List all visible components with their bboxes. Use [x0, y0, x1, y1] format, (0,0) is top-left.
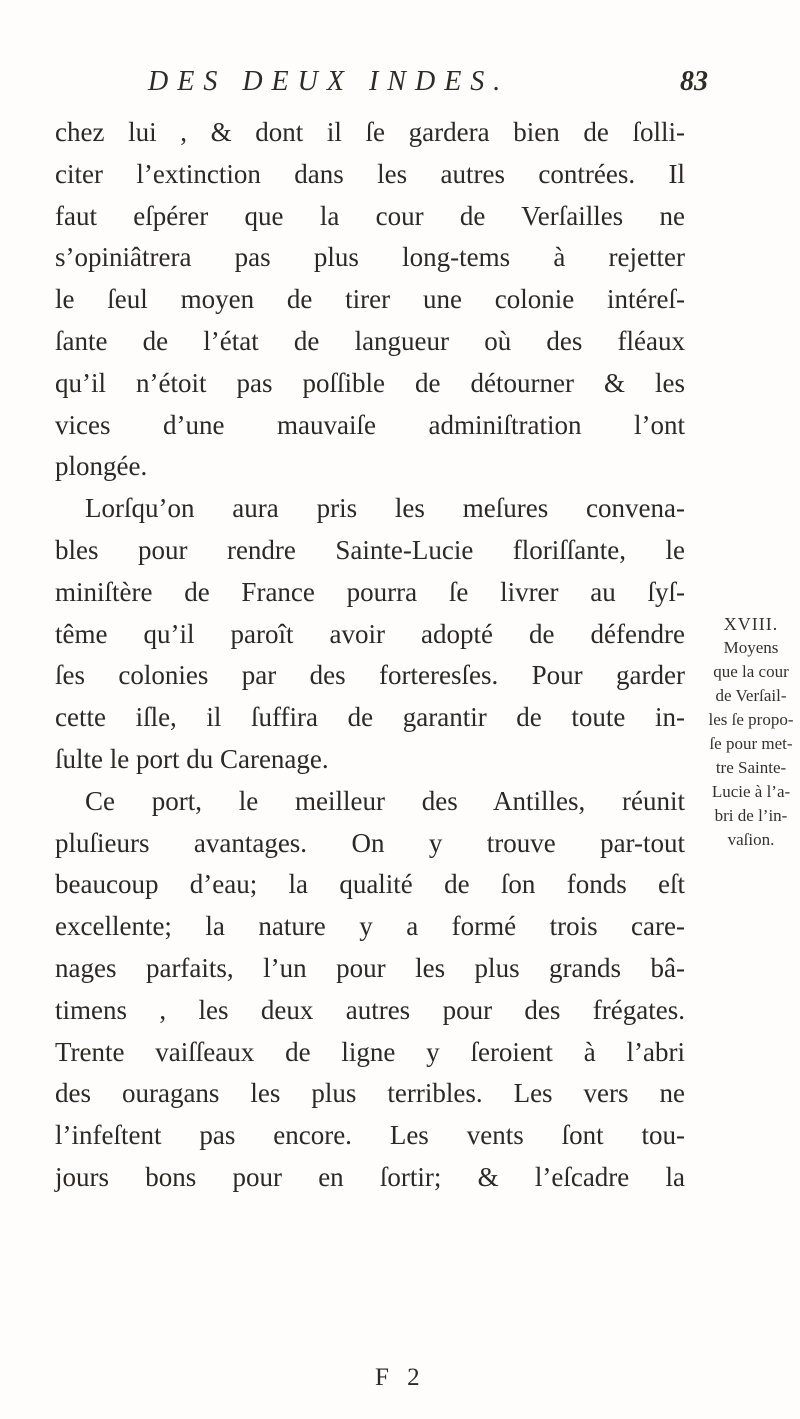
- text-line: l’infeſtent pas encore. Les vents ſont tou-: [55, 1120, 685, 1151]
- text-line: Ce port, le meilleur des Antilles, réunit: [85, 785, 685, 816]
- marginal-note-line: Lucie à l’a-: [711, 782, 791, 801]
- text-line: plongée.: [55, 451, 148, 482]
- text-line: s’opiniâtrera pas plus long-tems à rejetter: [55, 242, 685, 273]
- text-line: bles pour rendre Sainte-Lucie floriſſante, le: [55, 534, 685, 565]
- text-line: des ouragans les plus terribles. Les vers ne: [55, 1078, 685, 1109]
- text-line: tême qu’il paroît avoir adopté de défendre: [55, 618, 685, 649]
- text-line: timens , les deux autres pour des frégates.: [55, 994, 685, 1025]
- marginal-note-number: XVIII.: [723, 614, 779, 634]
- text-line: nages parfaits, l’un pour les plus grands bâ-: [55, 952, 685, 983]
- text-line: Lorſqu’on aura pris les meſures convena-: [85, 493, 685, 524]
- marginal-note-line: Moyens: [723, 638, 779, 657]
- marginal-note-line: de Verſail-: [715, 686, 787, 705]
- marginal-note-line: les ſe propo-: [708, 710, 794, 729]
- text-line: ſes colonies par des forteresſes. Pour garder: [55, 660, 685, 691]
- running-title: DES DEUX INDES.: [148, 66, 510, 97]
- text-line: qu’il n’étoit pas poſſible de détourner & les: [55, 367, 685, 398]
- text-line: jours bons pour en ſortir; & l’eſcadre la: [55, 1161, 685, 1192]
- marginal-note-line: vaſion.: [727, 830, 775, 849]
- text-line: ſulte le port du Carenage.: [55, 743, 329, 774]
- text-line: ſante de l’état de langueur où des fléaux: [55, 325, 685, 356]
- text-line: faut eſpérer que la cour de Verſailles ne: [55, 200, 685, 231]
- marginal-note: [706, 612, 796, 852]
- text-line: le ſeul moyen de tirer une colonie intéreſ-: [55, 284, 685, 315]
- marginal-note-line: tre Sainte-: [715, 758, 787, 777]
- marginal-note-line: que la cour: [713, 662, 789, 681]
- marginal-note-line: ſe pour met-: [709, 734, 793, 753]
- text-line: miniſtère de France pourra ſe livrer au ſyſ-: [55, 576, 685, 607]
- text-line: excellente; la nature y a formé trois care-: [55, 911, 685, 942]
- text-line: citer l’extinction dans les autres contrées. Il: [55, 158, 685, 189]
- signature-mark: F 2: [375, 1364, 426, 1391]
- marginal-note-line: bri de l’in-: [714, 806, 788, 825]
- body-text: [55, 112, 685, 1199]
- text-line: chez lui , & dont il ſe gardera bien de ſolli-: [55, 117, 685, 147]
- text-line: Trente vaiſſeaux de ligne y ſeroient à l’abri: [55, 1036, 685, 1067]
- text-line: pluſieurs avantages. On y trouve par-tout: [55, 827, 685, 858]
- text-line: cette iſle, il ſuffira de garantir de toute in-: [55, 702, 685, 733]
- text-line: vices d’une mauvaiſe adminiſtration l’ont: [55, 409, 685, 440]
- page-number: 83: [680, 66, 708, 97]
- running-head: [148, 66, 708, 106]
- text-line: beaucoup d’eau; la qualité de ſon fonds eſt: [55, 869, 685, 900]
